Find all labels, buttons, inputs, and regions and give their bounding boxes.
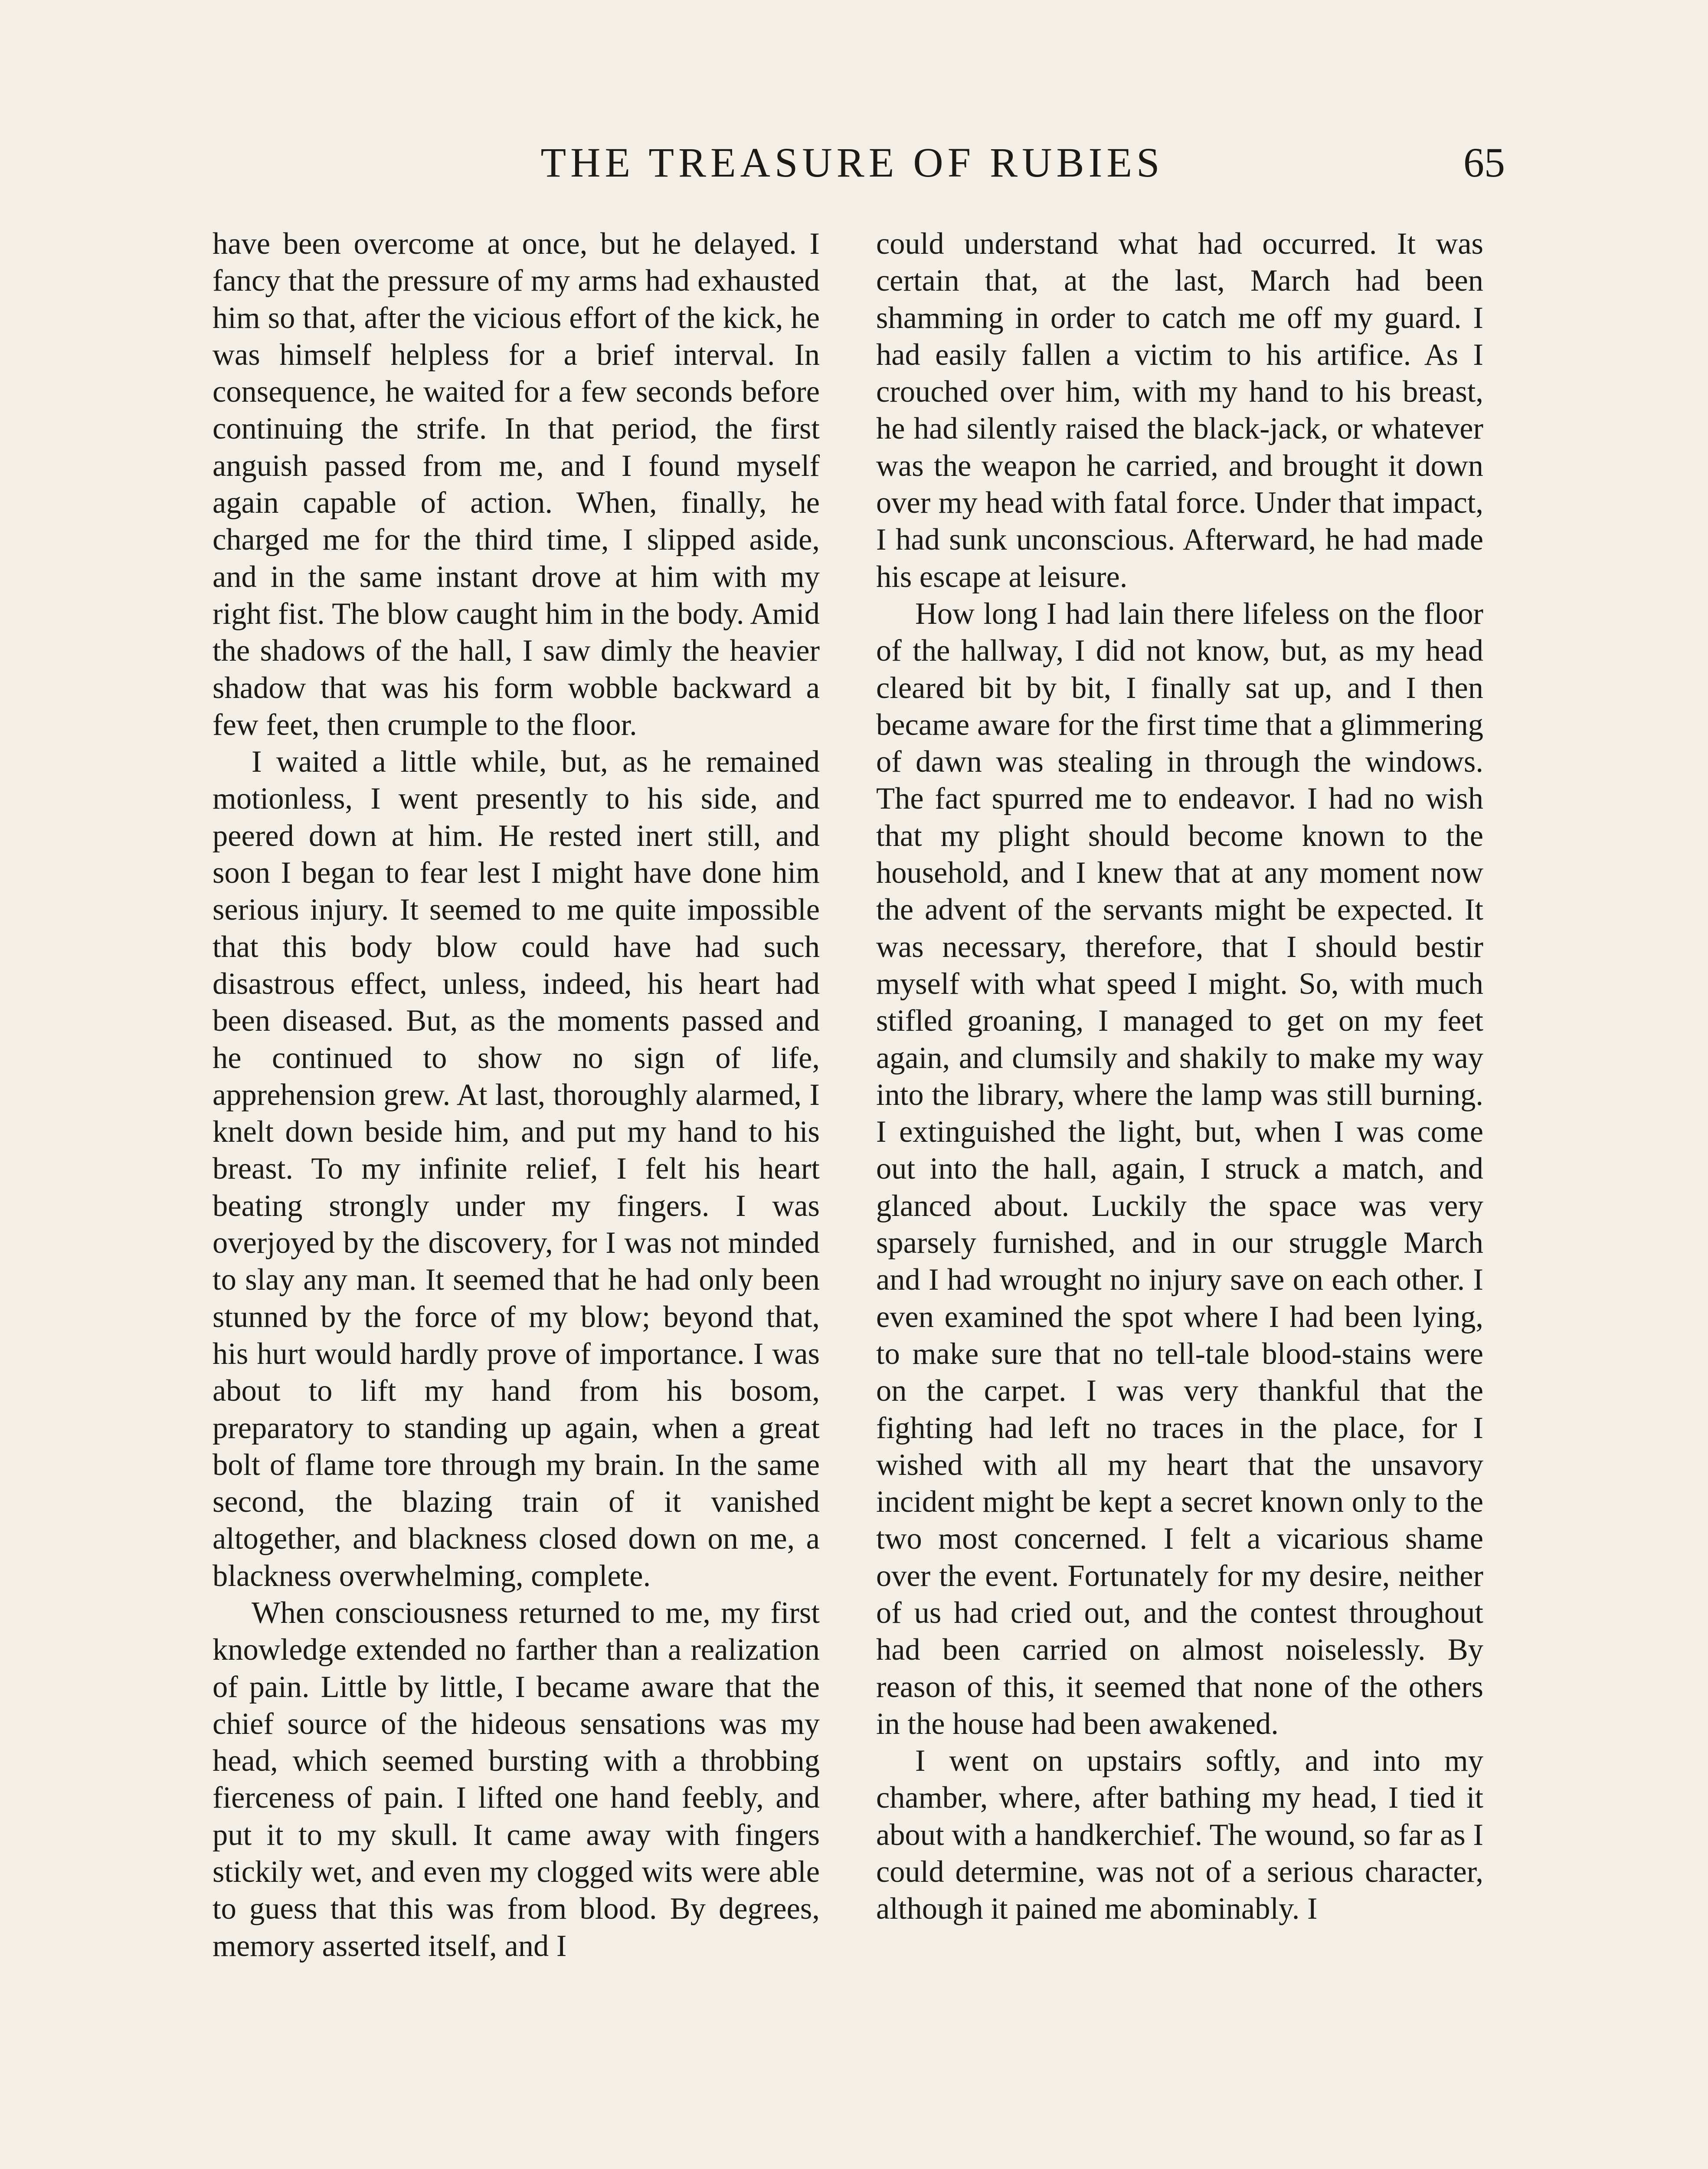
paragraph: I waited a little while, but, as he remained motionless, I went presently to his side, and peered down at him. He rested inert still, and soon I began to fear lest I might have done him serious injury. It seemed to me quite impossible that this body blow could have had such disastrous effect, unless, indeed, his heart had been diseased. But, as the moments passed and he continued to show no sign of life, apprehension grew. At last, thoroughly alarmed, I knelt down beside him, and put my hand to his breast. To my infinite relief, I felt his heart beating strongly under my fingers. I was overjoyed by the discovery, for I was not minded to slay any man. It seemed that he had only been stunned by the force of my blow; beyond that, his hurt would hardly prove of importance. I was about to lift my hand from his bosom, preparatory to standing up again, when a great bolt of flame tore through my brain. In the same second, the blazing train of it vanished altogether, and blackness closed down on me, a blackness overwhelming, complete. [213,745,820,1593]
left-column [213,226,820,1965]
text-columns [213,226,1496,2169]
paragraph-continued: have been overcome at once, but he delayed. I fancy that the pressure of my arms had exhausted him so that, after the vicious effort of the kick, he was himself helpless for a brief interval. In consequence, he waited for a few seconds before continuing the strife. In that period, the first anguish passed from me, and I found myself again capable of action. When, finally, he charged me for the third time, I slipped aside, and in the same instant drove at him with my right fist. The blow caught him in the body. Amid the shadows of the hall, I saw dimly the heavier shadow that was his form wobble backward a few feet, then crumple to the floor. [213,227,820,742]
right-column [876,226,1483,1928]
page-header [200,130,1505,195]
running-title: THE TREASURE OF RUBIES [540,139,1164,186]
paragraph-continued: could understand what had occurred. It was certain that, at the last, March had been shamming in order to catch me off my guard. I had easily fallen a victim to his artifice. As I crouched over him, with my hand to his breast, he had silently raised the black-jack, or whatever was the weapon he carried, and brought it down over my head with fatal force. Under that impact, I had sunk unconscious. Afterward, he had made his escape at leisure. [876,227,1483,594]
paragraph: How long I had lain there lifeless on the floor of the hallway, I did not know, but, as my head cleared bit by bit, I finally sat up, and I then became aware for the first time that a glimmering of dawn was stealing in through the windows. The fact spurred me to endeavor. I had no wish that my plight should become known to the household, and I knew that at any moment now the advent of the servants might be expected. It was necessary, therefore, that I should bestir myself with what speed I might. So, with much stifled groaning, I managed to get on my feet again, and clumsily and shakily to make my way into the library, where the lamp was still burning. I extinguished the light, but, when I was come out into the hall, again, I struck a match, and glanced about. Luckily the space was very sparsely furnished, and in our struggle March and I had wrought no injury save on each other. I even examined the spot where I had been lying, to make sure that no tell-tale blood-stains were on the carpet. I was very thankful that the fighting had left no traces in the place, for I wished with all my heart that the unsavory incident might be kept a secret known only to the two most concerned. I felt a vicarious shame over the event. Fortunately for my desire, neither of us had cried out, and the contest throughout had been carried on almost noiselessly. By reason of this, it seemed that none of the others in the house had been awakened. [876,596,1483,1741]
page-number: 65 [1463,139,1505,186]
paragraph: When consciousness returned to me, my first knowledge extended no farther than a realization of pain. Little by little, I became aware that the chief source of the hideous sensations was my head, which seemed bursting with a throbbing fierceness of pain. I lifted one hand feebly, and put it to my skull. It came away with fingers stickily wet, and even my clogged wits were able to guess that this was from blood. By degrees, memory asserted itself, and I [213,1596,820,1963]
paragraph: I went on upstairs softly, and into my chamber, where, after bathing my head, I tied it about with a handkerchief. The wound, so far as I could determine, was not of a serious character, although it pained me abominably. I [876,1744,1483,1926]
